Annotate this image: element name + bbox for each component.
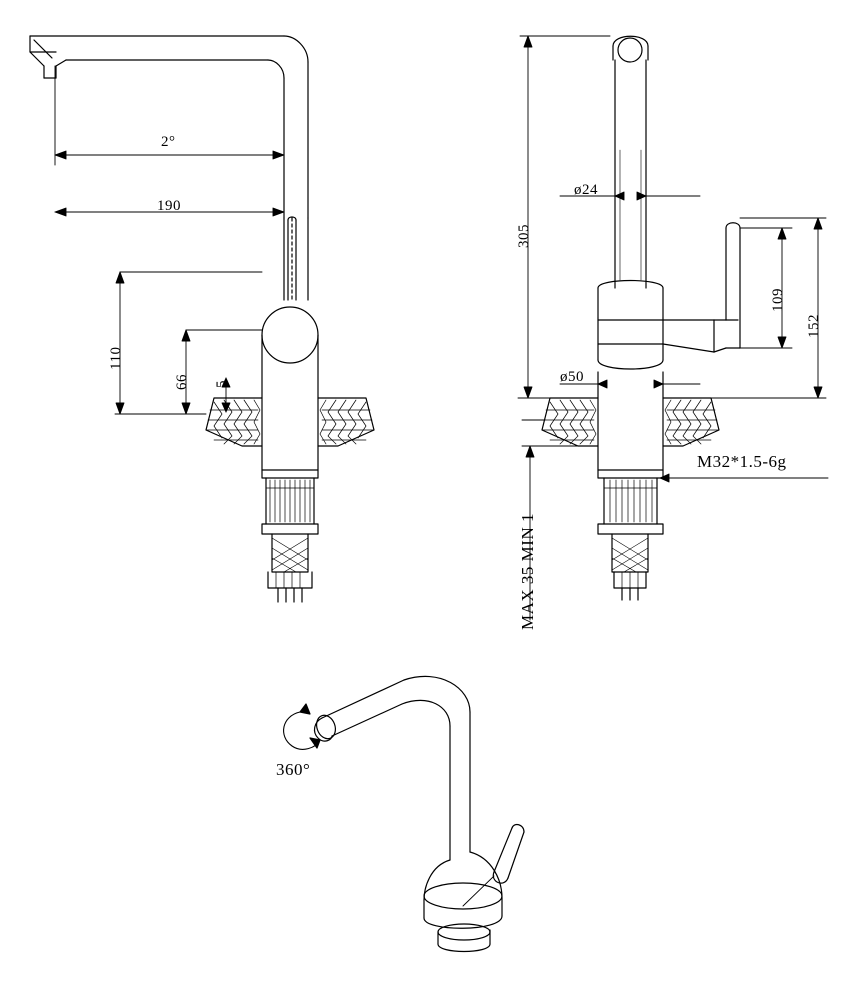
side-view-dimensions	[55, 66, 284, 414]
dimension-label-spout-height: 110	[108, 346, 124, 370]
front-view-dimensions	[518, 36, 828, 620]
dimension-label-body-height: 66	[174, 374, 190, 390]
dimension-label-thread: M32*1.5-6g	[697, 452, 787, 471]
dimension-label-tube-diameter: ø24	[574, 182, 598, 198]
dimension-label-mount-thickness: MAX 35 MIN 1	[518, 513, 537, 630]
dimension-label-base-diameter: ø50	[560, 369, 584, 385]
perspective-view-faucet	[284, 676, 524, 951]
dimension-label-total-height: 305	[516, 224, 532, 248]
side-view-faucet-outline	[30, 36, 374, 602]
rotation-label-360: 360°	[276, 760, 311, 779]
dimension-label-reach: 190	[157, 198, 181, 214]
front-view-faucet-outline	[542, 36, 740, 600]
dimension-label-angle: 2°	[161, 134, 176, 150]
dimension-label-handle-height: 109	[770, 288, 786, 312]
dimension-label-handle-height-outer: 152	[806, 314, 822, 338]
dimension-label-small-offset: 5	[214, 380, 230, 388]
